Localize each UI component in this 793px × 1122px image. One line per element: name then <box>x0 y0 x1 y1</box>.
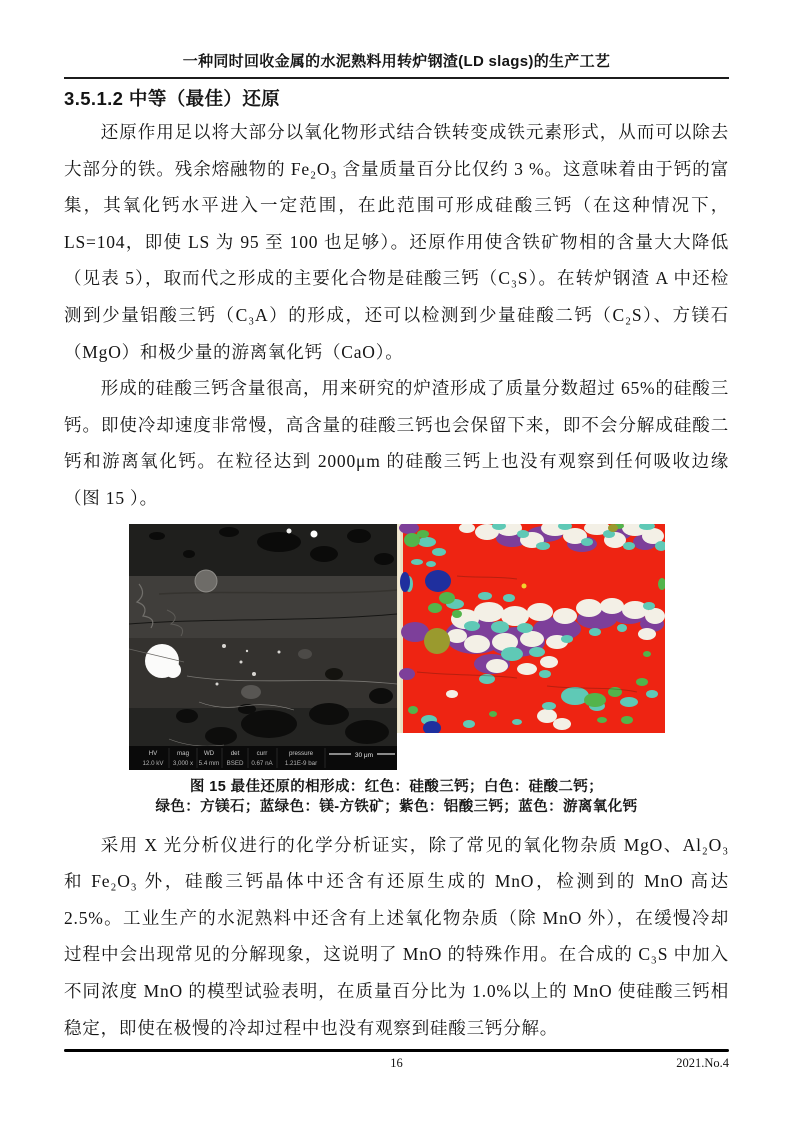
phase-yellow-dot <box>521 583 526 588</box>
paragraph-1: 还原作用足以将大部分以氧化物形式结合铁转变成铁元素形式，从而可以除去大部分的铁。残余熔融物的 Fe₂O₃ 含量质量百分比仅约 3 %。这意味着由于钙的富集，其氧化钙水平进入一定范围，在此范围可形成硅酸三钙（在这种情况下，LS=104，即使 LS 为 95 至 100 也足够）。还原作用使含铁矿物相的含量大大降低（见表 5），取而代之形成的主要化合物是硅酸三钙（C₃S）。在转炉钢渣 A 中还检测到少量铝酸三钙（C₃A）的形成，还可以检测到少量硅酸二钙（C₂S）、方镁石（MgO）和极少量的游离氧化钙（CaO）。 <box>64 122 729 362</box>
sem-col-det: det <box>230 749 239 757</box>
phase-map-image <box>397 524 665 733</box>
figure-caption <box>64 777 729 818</box>
figure-15 <box>64 524 729 770</box>
sem-micrograph-image <box>129 524 397 770</box>
paragraph-2: 形成的硅酸三钙含量很高，用来研究的炉渣形成了质量分数超过 65%的硅酸三钙。即使冷却速度非常慢，高含量的硅酸三钙也会保留下来，即不会分解成硅酸二钙和游离氧化钙。在粒径达到 2000μm 的硅酸三钙上也没有观察到任何吸收边缘（图 15 ）。 <box>64 378 729 508</box>
document-title: 一种同时回收金属的水泥熟料用转炉钢渣(LD slags)的生产工艺 <box>182 53 611 70</box>
sem-col-pressure: pressure <box>288 749 313 757</box>
sem-col-curr: curr <box>256 749 267 757</box>
journal-ref: 2021.No.4 <box>676 1056 729 1070</box>
sem-val-det: BSED <box>226 759 243 767</box>
sem-col-hv: HV <box>148 749 157 757</box>
document-body <box>64 114 729 1046</box>
paragraph-3: 采用 X 光分析仪进行的化学分析证实，除了常见的氧化物杂质 MgO、Al₂O₃ 和 Fe₂O₃ 外，硅酸三钙晶体中还含有还原生成的 MnO，检测到的 MnO 高达 2.5%。工业生产的水泥熟料中还含有上述氧化物杂质（除 MnO 外），在缓慢冷却过程中会出现常见的分解现象，这说明了 MnO 的特殊作用。在合成的 C₃S 中加入不同浓度 MnO 的模型试验表明，在质量百分比为 1.0%以上的 MnO 使硅酸三钙相稳定，即使在极慢的冷却过程中也没有观察到硅酸三钙分解。 <box>64 834 729 1038</box>
sem-val-pressure: 1.21E-9 bar <box>284 759 317 767</box>
page-number: 16 <box>390 1056 403 1070</box>
sem-val-wd: 5.4 mm <box>198 759 219 767</box>
sem-col-mag: mag <box>176 749 189 757</box>
sem-col-wd: WD <box>203 749 214 757</box>
page-footer <box>64 1049 729 1071</box>
sem-val-hv: 12.0 kV <box>142 759 163 767</box>
figure-caption-line1: 图 15 最佳还原的相形成：红色：硅酸三钙；白色：硅酸二钙； <box>189 778 604 795</box>
sem-val-curr: 0.67 nA <box>250 759 273 767</box>
sem-val-mag: 3,000 x <box>172 759 193 767</box>
figure-caption-line2: 绿色：方镁石；蓝绿色：镁-方铁矿；紫色：铝酸三钙；蓝色：游离氧化钙 <box>155 799 638 816</box>
sem-scale-label: 30 μm <box>354 751 373 759</box>
section-heading: 3.5.1.2 中等（最佳）还原 <box>64 88 281 109</box>
page-header <box>64 52 729 79</box>
